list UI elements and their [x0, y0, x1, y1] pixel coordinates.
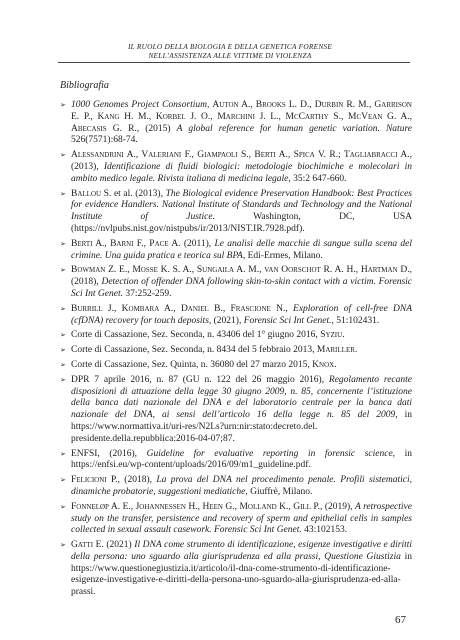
arrow-bullet-icon: ➢ — [60, 476, 66, 485]
reference-segment: 37:252-259. — [122, 288, 172, 299]
reference-segment: . — [342, 330, 345, 341]
reference-text — [71, 502, 412, 536]
reference-title-segment: Identificazione di fluidi biologici: metodologie biochimiche e molecolari in ambito medico legale. Rivista italiana di medicina legale — [71, 161, 413, 184]
reference-list — [60, 100, 412, 602]
reference-segment: Washington, DC, USA (https://nvlpubs.nist.gov/nistpubs/ir/2013/NIST.IR.7928.pdf). — [71, 212, 412, 234]
reference-item — [60, 345, 412, 357]
reference-segment: , (2015) — [136, 123, 177, 134]
reference-title-segment: Le analisi delle macchie di sangue sulla scena del crimine. Una guida pratica e teorica sul BPA — [71, 238, 412, 261]
reference-text — [71, 150, 412, 184]
page-number: 67 — [395, 614, 406, 626]
reference-text — [71, 330, 345, 340]
reference-text — [71, 449, 412, 471]
reference-segment: , 51:102431. — [331, 315, 380, 326]
arrow-bullet-icon: ➢ — [60, 304, 66, 313]
reference-segment: S. et al. (2013), — [101, 188, 166, 199]
reference-item — [60, 100, 412, 147]
reference-authors-segment: Bowman Z. E., Mosse K. S. A., Sungaila A. M., van Oorschot R. A. H., Hartman D. — [71, 265, 410, 276]
reference-text — [71, 239, 412, 261]
reference-authors-segment: Berti A., Barni F., Pace A. — [71, 238, 181, 249]
reference-item — [60, 150, 412, 185]
reference-authors-segment: Fonneløp A. E., Johannessen H., Heen G., Molland K., Gill P. — [71, 501, 321, 512]
reference-segment: 43:102153. — [301, 525, 348, 536]
arrow-bullet-icon: ➢ — [60, 346, 66, 355]
arrow-bullet-icon: ➢ — [60, 239, 66, 248]
arrow-bullet-icon: ➢ — [60, 449, 66, 458]
reference-segment: . — [334, 359, 337, 370]
reference-segment: , in https://enfsi.eu/wp-content/uploads/2016/09/m1_guideline.pdf. — [71, 448, 412, 471]
reference-segment: (2011), — [180, 238, 215, 249]
header-divider — [58, 62, 410, 63]
reference-segment: ENFSI, (2016), — [71, 448, 147, 459]
reference-segment: DPR 7 aprile 2016, n. 87 (GU n. 122 del 26 maggio 2016), — [71, 374, 329, 385]
arrow-bullet-icon: ➢ — [60, 541, 66, 550]
reference-segment: , 35:2 647-660. — [288, 173, 347, 184]
reference-title-segment: La prova del DNA nel procedimento penale. Profili sistematici, dinamiche probatorie, suggestioni mediatiche — [71, 475, 412, 497]
reference-item — [60, 375, 412, 446]
reference-title-segment: Il DNA come strumento di identificazione, esigenze investigative e diritti della persona: uno sguardo alla giurisprudenza ed alla prassi, Questione Giustizia — [71, 540, 412, 562]
reference-item — [60, 330, 412, 342]
reference-text — [71, 265, 412, 299]
reference-text — [71, 375, 412, 444]
reference-item — [60, 360, 412, 372]
reference-segment: , — [285, 303, 294, 314]
reference-authors-segment: Alessandrini A., Valeriani F., Giampaoli S., Berti A., Spica V. R.; Tagliabracci A. — [71, 150, 410, 161]
arrow-bullet-icon: ➢ — [60, 189, 66, 198]
reference-title-segment: Exploration of cell-free DNA (cfDNA) recovery for touch deposits — [71, 303, 412, 326]
section-title: Bibliografia — [60, 80, 109, 91]
reference-segment: , Giuffrè, Milano. — [245, 486, 313, 497]
reference-segment: , (2018), — [117, 475, 157, 486]
reference-item — [60, 189, 412, 236]
arrow-bullet-icon: ➢ — [60, 266, 66, 275]
reference-segment: , (2013), — [71, 150, 412, 172]
reference-segment: Corte di Cassazione, Sez. Seconda, n. 8434 del 5 febbraio 2013, — [71, 345, 317, 356]
reference-segment: Corte di Cassazione, Sez. Quinta, n. 36080 del 27 marzo 2015, — [71, 359, 313, 370]
reference-title-segment: Guideline for evaluative reporting in forensic science — [146, 448, 393, 459]
reference-text — [71, 345, 357, 355]
arrow-bullet-icon: ➢ — [60, 375, 66, 384]
reference-title-segment: A retrospective study on the transfer, persistence and recovery of sperm and epithelial cells in samples collected in sexual assault casework. Forensic Sci Int Genet. — [71, 501, 412, 536]
reference-item — [60, 449, 412, 473]
reference-authors-segment: Gatti E. — [71, 540, 104, 551]
reference-authors-segment: Knox — [312, 359, 335, 370]
reference-item — [60, 239, 412, 263]
arrow-bullet-icon: ➢ — [60, 360, 66, 369]
reference-item — [60, 502, 412, 537]
reference-text — [71, 189, 412, 234]
reference-authors-segment: Auton A., Brooks L. D., Durbin R. M., Garrison E. P., Kang H. M., Korbel J. O., Marchini J. L., McCarthy S., McVean G. A., Abecasis G. R. — [71, 100, 412, 134]
reference-title-segment: The Biological evidence Preservation Handbook: Best Practices for evidence Handlers. National Institute of Standards and Technology and the National Institute of Justice. — [71, 188, 412, 223]
reference-title-segment: 1000 Genomes Project Consortium, — [71, 100, 213, 110]
reference-segment: , (2018), — [71, 265, 412, 288]
reference-segment: , Edi-Ermes, Milano. — [242, 250, 323, 261]
reference-authors-segment: Burrill J., Kombara A., Daniel B., Frascione N. — [71, 303, 286, 314]
running-header-line-1: IL RUOLO DELLA BIOLOGIA E DELLA GENETICA FORENSE — [127, 42, 333, 51]
reference-text — [71, 304, 412, 326]
reference-text — [71, 540, 412, 597]
reference-authors-segment: Ballou — [71, 188, 102, 199]
reference-segment: , (2021), — [208, 315, 244, 326]
reference-text — [71, 100, 412, 145]
reference-item — [60, 265, 412, 300]
reference-segment: , (2019), — [320, 501, 356, 512]
reference-title-segment: Detection of offender DNA following skin-to-skin contact with a victim. Forensic Sci Int Genet. — [71, 277, 412, 299]
arrow-bullet-icon: ➢ — [60, 331, 66, 340]
reference-title-segment: Forensic Sci Int Genet. — [243, 315, 332, 326]
reference-text — [71, 360, 337, 370]
running-header — [0, 42, 460, 60]
reference-segment: . — [354, 345, 358, 356]
running-header-line-2: NELL’ASSISTENZA ALLE VITTIME DI VIOLENZA — [148, 51, 312, 60]
reference-item — [60, 304, 412, 328]
reference-item — [60, 540, 412, 599]
arrow-bullet-icon: ➢ — [60, 151, 66, 160]
reference-segment: in https://www.questionegiustizia.it/articolo/il-dna-come-strumento-di-identificazione-esigenze-investigative-e-diritti-della-persona-uno-sguardo-alla-giurisprudenza-ed-alla-prassi. — [71, 551, 413, 598]
reference-title-segment: A global reference for human genetic variation. Nature — [176, 123, 412, 134]
arrow-bullet-icon: ➢ — [60, 502, 66, 511]
reference-segment: Corte di Cassazione, Sez. Seconda, n. 43406 del 1° giugno 2016, — [71, 330, 321, 341]
reference-authors-segment: Syziu — [320, 330, 343, 341]
reference-segment: 526(7571):68-74. — [71, 135, 138, 146]
reference-item — [60, 475, 412, 499]
reference-text — [71, 475, 412, 497]
reference-authors-segment: Felicioni P. — [71, 475, 118, 486]
arrow-bullet-icon: ➢ — [60, 101, 66, 109]
reference-segment: (2021) — [103, 540, 135, 551]
reference-segment: , in https://www.normattiva.it/uri-res/N2Ls?urn:nir:stato:decreto.del. presidente.della.repubblica:2016-04-07;87. — [71, 410, 412, 444]
reference-authors-segment: Mariller — [316, 345, 355, 356]
reference-title-segment: Regolamento recante disposizioni di attuazione della legge 30 giugno 2009, n. 85, concernente l’istituzione della banca dati nazionale del DNA e del laboratorio centrale per la banca dati nazionale del DNA, ai sensi dell’articolo 16 della legge n. 85 del 2009 — [71, 374, 412, 421]
